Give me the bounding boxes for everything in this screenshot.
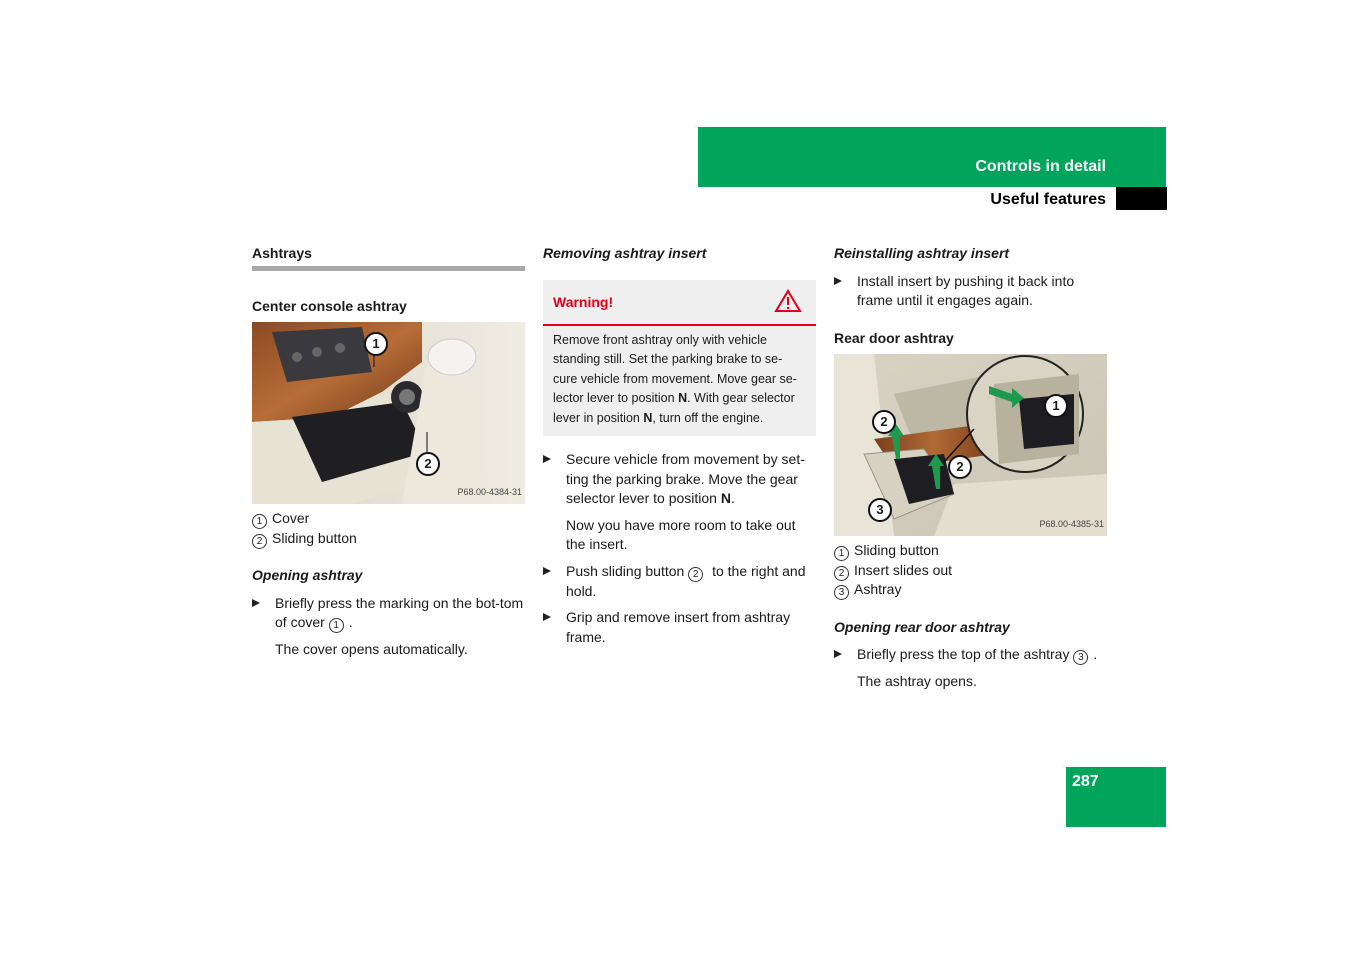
instruction-step [543, 608, 816, 647]
legend-item [834, 541, 1107, 561]
figure-code: P68.00-4384-31 [457, 486, 522, 497]
column-left [252, 244, 525, 667]
result-note: The cover opens automatically. [275, 641, 468, 657]
step-text-end: . [730, 490, 735, 506]
inline-ref: 1 [329, 618, 344, 633]
result-note: Now you have more room to take out the insert. [566, 516, 796, 552]
heading-opening-ashtray: Opening ashtray [252, 567, 363, 583]
inline-ref: 2 [688, 567, 703, 582]
instruction-step [834, 272, 1107, 311]
callout-1: 1 [1044, 394, 1068, 418]
rear-door-figure [834, 354, 1107, 536]
legend-text: Sliding button [272, 529, 357, 546]
figure-legend [834, 541, 1107, 600]
step-text-end: . [1093, 646, 1098, 662]
heading-opening-rear-ashtray: Opening rear door ashtray [834, 618, 1010, 635]
step-text: Briefly press the marking on the bot-tom of cover [275, 594, 524, 630]
legend-number: 1 [834, 546, 849, 561]
heading-rule [252, 266, 525, 271]
warning-bold: N [678, 391, 688, 405]
step-text: Install insert by pushing it back into frame until it engages again. [857, 272, 1075, 308]
legend-item [834, 561, 1107, 581]
legend-item [252, 509, 525, 529]
callout-2: 2 [872, 410, 896, 434]
step-text: Push sliding button [566, 562, 689, 579]
section-title: Controls in detail [975, 158, 1106, 175]
warning-body [543, 326, 816, 437]
legend-text: Ashtray [854, 581, 902, 597]
step-text: Briefly press the top of the ashtray [857, 646, 1074, 662]
header-marker [1116, 187, 1167, 210]
heading-rear-door-ashtray: Rear door ashtray [834, 329, 954, 346]
center-console-illustration [252, 322, 525, 504]
legend-text: Cover [272, 510, 310, 526]
legend-text: Sliding button [854, 542, 939, 558]
warning-text: . With gear selector lever in position [553, 391, 795, 425]
callout-3: 3 [868, 498, 892, 522]
legend-number: 3 [834, 585, 849, 600]
bullet-arrow-icon [834, 277, 842, 285]
callout-2: 2 [416, 452, 440, 476]
instruction-step [834, 645, 1107, 665]
step-bold: N [720, 490, 731, 506]
result-note: The ashtray opens. [857, 673, 977, 689]
warning-bold: N [643, 410, 653, 425]
legend-item [252, 529, 525, 549]
heading-removing-insert: Removing ashtray insert [543, 245, 707, 261]
warning-header [543, 280, 816, 326]
column-right [834, 244, 1107, 699]
legend-text: Insert slides out [854, 561, 953, 578]
instruction-step [543, 450, 816, 509]
callout-2: 2 [948, 455, 972, 479]
heading-ashtrays: Ashtrays [252, 245, 312, 261]
heading-reinstalling-insert: Reinstalling ashtray insert [834, 245, 1010, 261]
subsection-title: Useful features [990, 191, 1106, 208]
column-middle [543, 244, 816, 654]
figure-legend [252, 509, 525, 548]
bullet-arrow-icon [543, 455, 551, 463]
heading-center-console-ashtray: Center console ashtray [252, 297, 407, 314]
legend-number: 1 [252, 514, 267, 529]
instruction-step [543, 562, 816, 602]
bullet-arrow-icon [543, 613, 551, 621]
step-text-end: to the right and hold. [566, 562, 806, 599]
bullet-arrow-icon [252, 599, 260, 607]
step-text: Secure vehicle from movement by set-ting the parking brake. Move the gear selector lever to position [566, 451, 805, 506]
page-number: 287 [1072, 773, 1099, 790]
bullet-arrow-icon [543, 567, 551, 575]
inline-ref: 3 [1073, 650, 1088, 665]
step-text-end: . [348, 614, 353, 630]
warning-box [543, 280, 816, 437]
legend-item [834, 580, 1107, 600]
warning-title: Warning! [553, 293, 614, 310]
legend-number: 2 [252, 534, 267, 549]
legend-number: 2 [834, 566, 849, 581]
bullet-arrow-icon [834, 650, 842, 658]
center-console-figure [252, 322, 525, 504]
warning-text: Remove front ashtray only with vehicle standing still. Set the parking brake to se-cure vehicle from movement. Move gear se-lector lever to position [553, 332, 797, 405]
warning-text: , turn off the engine. [652, 410, 764, 425]
figure-code: P68.00-4385-31 [1039, 518, 1104, 529]
callout-1: 1 [364, 332, 388, 356]
warning-triangle-icon [774, 289, 802, 319]
instruction-step [252, 594, 525, 634]
step-text: Grip and remove insert from ashtray frame. [566, 609, 791, 645]
